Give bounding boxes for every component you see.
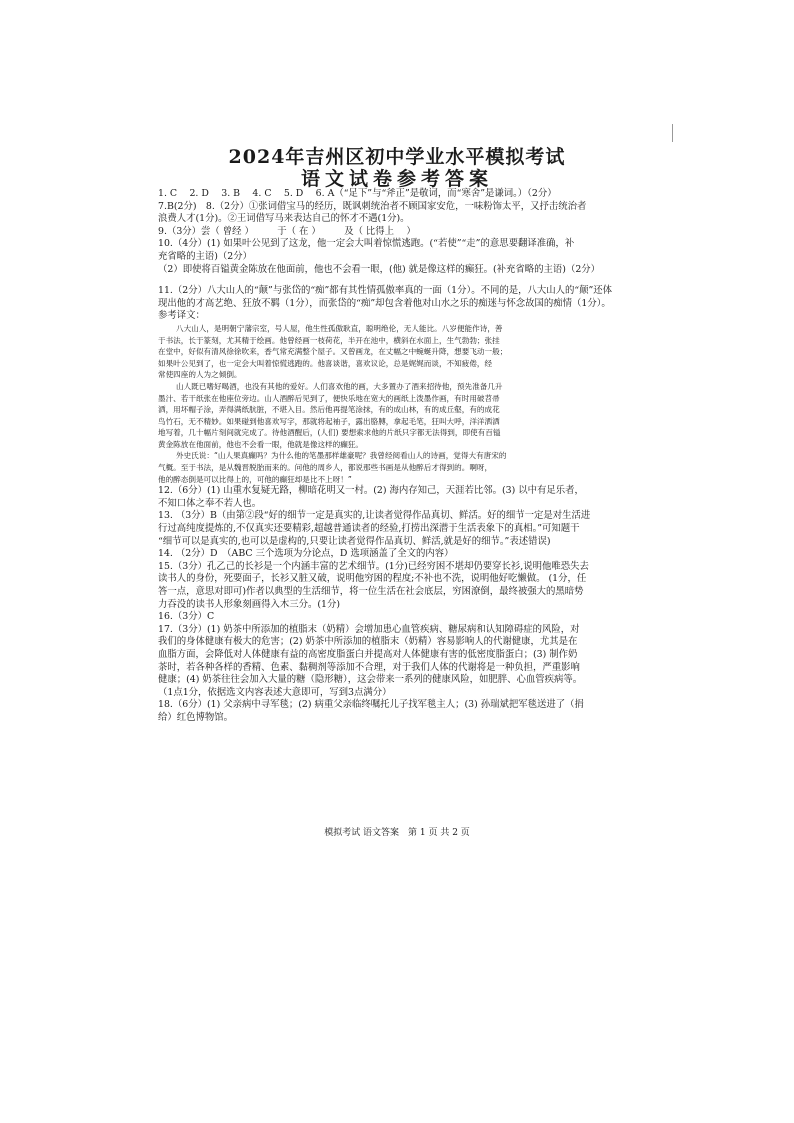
translation-line: 墨汁、若干纸张在他座位旁边。山人酒醉后见到了，便快乐地在宽大的画纸上泼墨作画，有时用破苕帚: [158, 393, 500, 403]
answer-line: 茶时，若各种各样的香精、色素、黏稠剂等添加不合理，对于我们人体的代谢将是一种负担，严重影响: [158, 661, 580, 673]
answer-line: 行过高纯度提炼的,不仅真实还要精彩,超越普通读者的经验,打捞出深潜于生活表象下的真相。”可知题干: [158, 523, 580, 535]
answer-line: 13. （3分）B（由第②段“好的细节一定是真实的,让读者觉得作品真切、鲜活。好的细节一定是对生活进: [158, 510, 591, 522]
translation-line: 外史氏说：“山人果真癫吗？为什么他的笔墨那样雄豪呢？我曾经阅看山人的诗画，觉得大有唐宋的: [176, 451, 507, 461]
translation-line: 山人既已嗜好喝酒，也没有其他的爱好。人们喜欢他的画，大多置办了酒来招待他，预先准备几升: [176, 381, 503, 391]
answer-line: 我们的身体健康有极大的危害；(2) 奶茶中所添加的植脂末（奶精）容易影响人的代谢健康，尤其是在: [158, 636, 578, 648]
answer-line: 1. C 2. D 3. B 4. C 5. D 6. A（“足下”与“斧正”是敬词，而“寒舍”是谦词。）（2分）: [158, 188, 557, 199]
answer-line: 答一点，意思对即可)作者以典型的生活细节，将一位生活在社会底层，穷困潦倒，最终被强大的黑暗势: [158, 586, 584, 597]
answer-line: 充省略的主语)（2分）: [158, 250, 252, 262]
translation-line: 洒，用坏帽子涂，弄得满纸肮脏，不堪入目。然后他再提笔涂抹，有的成山林，有的成丘壑，有的成花: [158, 405, 500, 415]
answer-line: 参考译文：: [158, 310, 205, 322]
answer-line: 12.（6分）(1) 山重水复疑无路，柳暗花明又一村。(2) 海内存知己，天涯若比邻。(3) 以中有足乐者，: [158, 485, 584, 497]
answer-line: “细节可以是真实的,也可以是虚构的,只要让读者觉得作品真切、鲜活,就是好的细节。”表述错误): [158, 535, 551, 547]
answer-line: 7.B(2分) 8.（2分）①张词借宝马的经历，既讽刺统治者不顾国家安危，一味粉饰太平，又抒击统治者: [158, 200, 587, 212]
translation-line: 八大山人，是明朝宁藩宗室，号人屋，他生性孤傲耿直，聪明绝伦，无人能比。八岁便能作诗，善: [176, 323, 503, 333]
answer-line: 给）红色博物馆。: [158, 711, 234, 723]
scan-mark: [672, 124, 673, 142]
answer-line: 不知口体之奉不若人也。: [158, 497, 262, 509]
answer-line: 读书人的身份，死要面子，长衫又脏又破，说明他穷困的程度;不补也不洗，说明他好吃懒做。 (1分，任: [158, 573, 587, 585]
answer-line: （2）即使将百镒黄金陈放在他面前，他也不会看一眼，(他) 就是像这样的癫狂。(补充省略的主语)（2分）: [158, 263, 601, 275]
answer-line: 11.（2分）八大山人的“颠”与张岱的“痴”都有其性情孤傲率真的一面（1分）。不同的是，八大山人的“颠”还体: [158, 285, 613, 297]
answer-line: 17.（3分）(1) 奶茶中所添加的植脂末（奶精）会增加患心血管疾病、糖尿病和认知障碍症的风险，对: [158, 623, 580, 635]
translation-line: 地写着，几十幅片刻间就完成了。待他酒醒后，(人们) 要想索求他的片纸只字都无法得到，即使有百镒: [158, 428, 501, 438]
translation-line: 他的醉态倒是可以比得上的，可他的癫狂却是比不上呀！”: [158, 474, 352, 484]
reference-translation: [158, 323, 654, 485]
answer-key-title: 语文试卷参考答案: [300, 168, 493, 190]
answer-line: 15.（3分）孔乙己的长衫是一个内涵丰富的艺术细节。(1分)已经穷困不堪却仍要穿长衫,说明他唯恐失去: [158, 560, 589, 572]
answer-line: 血脂方面，会降低对人体健康有益的高密度脂蛋白并提高对人体健康有害的低密度脂蛋白；(3) 制作奶: [158, 648, 578, 660]
translation-line: 气概。至于书法，是从魏晋脱胎而来的。问他的周乡人，都说那些书画是从他醉后才得到的。啊呀，: [158, 463, 493, 473]
translation-line: 常使四座的人为之倾倒。: [158, 370, 242, 380]
answer-line: 现出他的才高艺绝、狂放不羁（1分），而张岱的“痴”却包含着他对山水之乐的痴迷与怀念故国的痴情（1分）。: [158, 297, 611, 309]
answer-body: [158, 188, 654, 725]
answer-line: 力吞没的读书人形象刻画得入木三分。(1分): [158, 598, 341, 610]
answer-line: 16.（3分）C: [158, 611, 215, 623]
translation-line: 于书法，长于篆刻，尤其精于绘画。他曾经画一枝荷花，半开在池中，横斜在水面上，生气勃勃；张挂: [158, 335, 500, 345]
answer-line: 健康；(4) 奶茶往往会加入大量的糖（隐形糖），这会带来一系列的健康风险，如肥胖、心血管疾病等。: [158, 674, 583, 686]
answer-line: 10.（4分）(1) 如果叶公见到了这龙，他一定会大叫着惊慌逃跑。(“若使”“走”的意思要翻译准确，补: [158, 238, 575, 250]
translation-line: 在堂中，好似有清风徐徐吹来，香气常充满整个屋子。又曾画龙，在丈幅之中蜿蜒升降，想要飞动一般；: [158, 347, 508, 357]
answer-line: 浪费人才(1分)。②王词借写马来表达自己的怀才不遇(1分)。: [158, 213, 410, 225]
translation-line: 黄金陈放在他面前，他也不会看一眼，他就是像这样的癫狂。: [158, 439, 364, 449]
translation-line: 鸟竹石，无不精妙。如果碰到他喜欢写字，那就将起袖子，露出胳膊，拿起毛笔，狂叫大呼，洋洋洒洒: [158, 416, 500, 426]
exam-title: 2024年吉州区初中学业水平模拟考试: [228, 146, 566, 168]
answer-line: 18.（6分）(1) 父亲病中寻军毯；(2) 病重父亲临终嘱托儿子找军毯主人；(3) 孙瑞斌把军毯送进了（捐: [158, 699, 584, 711]
translation-line: 如果叶公见到了，也一定会大叫着惊慌逃跑的。他喜谈谐，喜欢议论，总是娓娓而谈，不知疲倦，经: [158, 358, 493, 368]
page-footer: 模拟考试 语文答案 第 1 页 共 2 页: [324, 828, 470, 838]
answer-line: 14. （2分）D （ABC 三个选项为分论点，D 选项涵盖了全文的内容）: [158, 548, 454, 560]
answer-line: 9.（3分）尝（ 曾经 ） 于（ 在 ） 及（ 比得上 ）: [158, 225, 416, 237]
answer-line: （1点1分，依据选文内容表述大意即可，写到3点满分）: [158, 686, 392, 698]
